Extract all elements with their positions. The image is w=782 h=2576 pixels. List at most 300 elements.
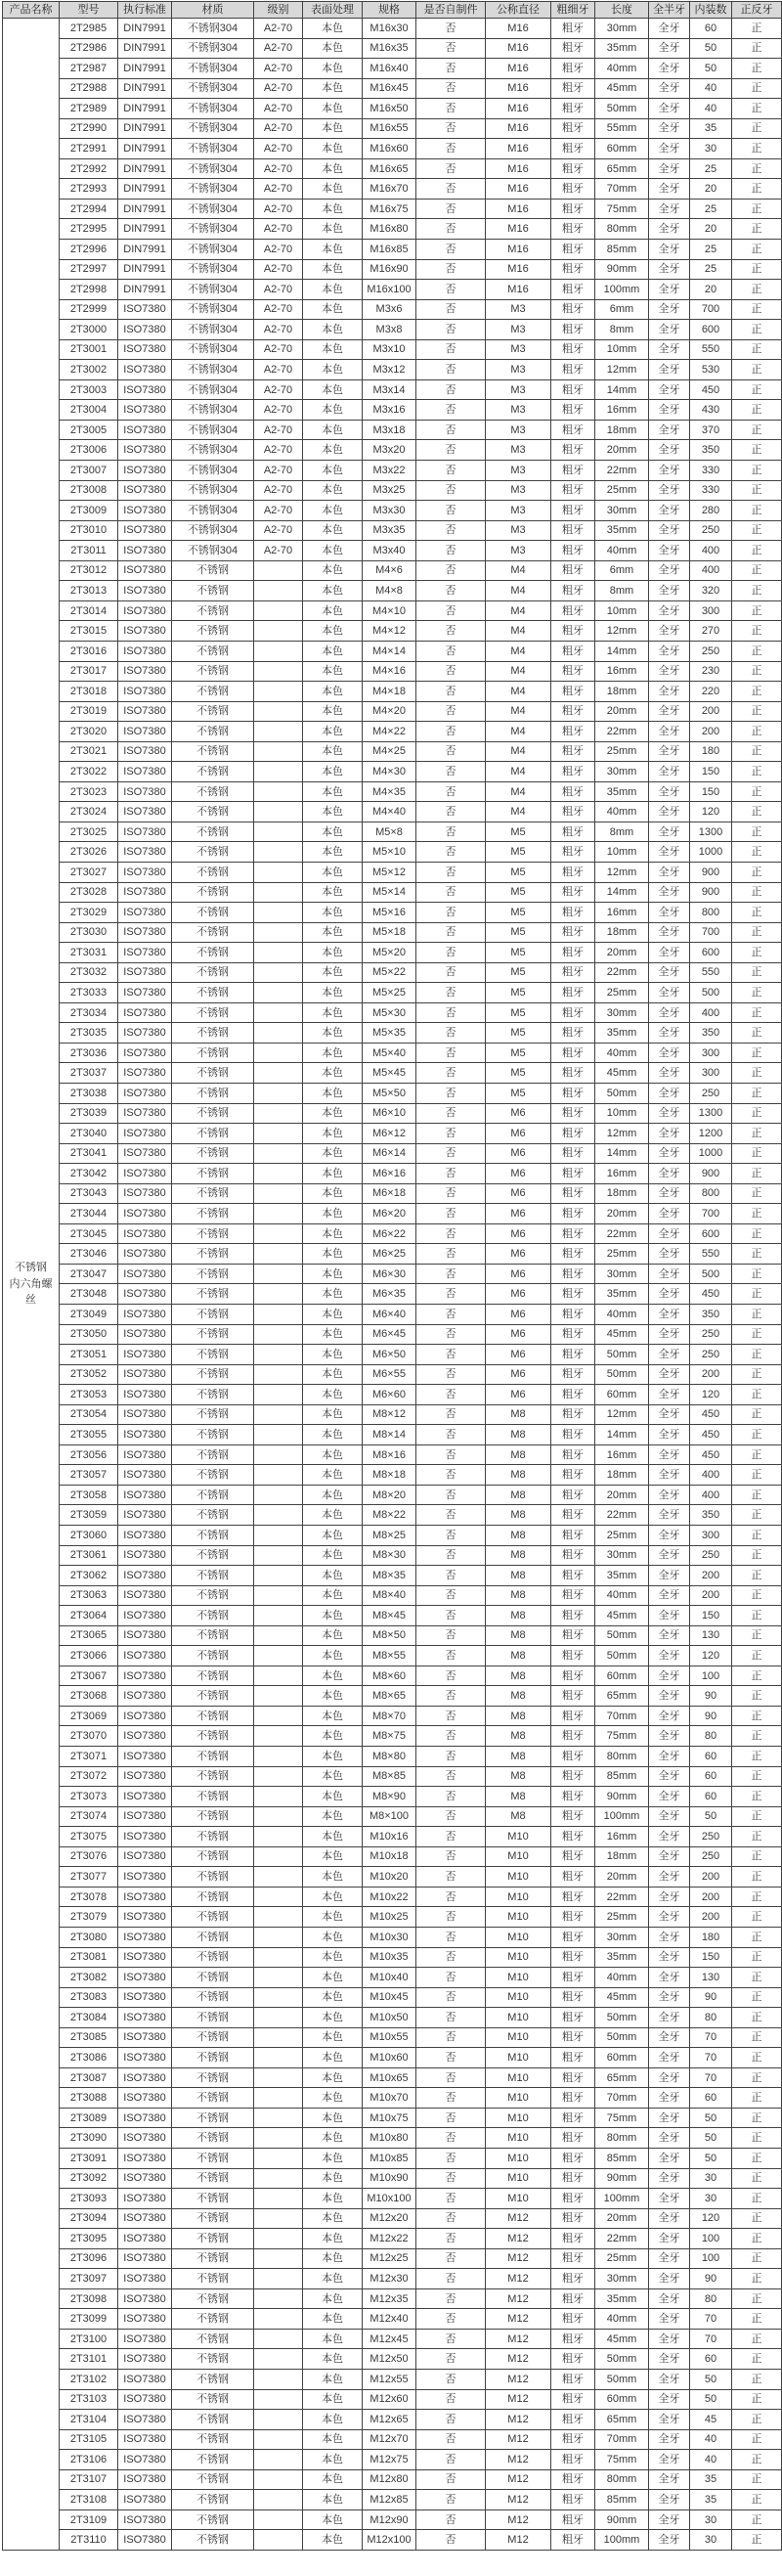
cell-length: 60mm — [595, 139, 649, 159]
cell-surface-finish: 本色 — [303, 1907, 363, 1928]
cell-pack-qty: 100 — [690, 1666, 732, 1686]
cell-thread-pitch: 粗牙 — [551, 78, 595, 99]
cell-direction: 正 — [732, 1485, 782, 1505]
cell-thread-coverage: 全牙 — [649, 240, 690, 260]
cell-self-made: 否 — [416, 903, 486, 923]
cell-model: 2T3080 — [60, 1927, 118, 1947]
cell-direction: 正 — [732, 320, 782, 340]
cell-material: 不锈钢 — [172, 822, 254, 842]
cell-pack-qty: 250 — [690, 1345, 732, 1365]
cell-self-made: 否 — [416, 1566, 486, 1586]
cell-standard: DIN7991 — [118, 99, 172, 119]
cell-thread-pitch: 粗牙 — [551, 199, 595, 219]
cell-thread-pitch: 粗牙 — [551, 1404, 595, 1425]
cell-direction: 正 — [732, 1787, 782, 1807]
cell-diameter: M5 — [486, 862, 551, 882]
cell-diameter: M6 — [486, 1284, 551, 1305]
cell-thread-pitch: 粗牙 — [551, 339, 595, 360]
cell-diameter: M8 — [486, 1706, 551, 1726]
cell-length: 35mm — [595, 1947, 649, 1968]
cell-thread-coverage: 全牙 — [649, 741, 690, 762]
cell-pack-qty: 70 — [690, 2309, 732, 2330]
cell-surface-finish: 本色 — [303, 1244, 363, 1265]
cell-thread-pitch: 粗牙 — [551, 118, 595, 139]
cell-pack-qty: 400 — [690, 1465, 732, 1486]
cell-spec: M6×40 — [363, 1305, 416, 1325]
cell-material: 不锈钢 — [172, 2469, 254, 2490]
cell-length: 45mm — [595, 78, 649, 99]
cell-direction: 正 — [732, 641, 782, 661]
cell-material: 不锈钢 — [172, 1485, 254, 1505]
cell-thread-coverage: 全牙 — [649, 701, 690, 722]
cell-pack-qty: 30 — [690, 2168, 732, 2189]
table-row — [3, 259, 782, 280]
table-row — [3, 581, 782, 601]
cell-thread-pitch: 粗牙 — [551, 2088, 595, 2109]
cell-diameter: M12 — [486, 2309, 551, 2330]
cell-spec: M3x30 — [363, 501, 416, 521]
cell-thread-pitch: 粗牙 — [551, 1023, 595, 1044]
cell-length: 50mm — [595, 2349, 649, 2370]
cell-standard: ISO7380 — [118, 762, 172, 782]
cell-surface-finish: 本色 — [303, 2509, 363, 2530]
cell-spec: M3x40 — [363, 541, 416, 561]
cell-spec: M6×12 — [363, 1124, 416, 1144]
cell-surface-finish: 本色 — [303, 219, 363, 240]
table-row — [3, 1606, 782, 1626]
cell-spec: M5×45 — [363, 1063, 416, 1084]
cell-standard: ISO7380 — [118, 2490, 172, 2510]
cell-self-made: 否 — [416, 541, 486, 561]
cell-length: 65mm — [595, 1686, 649, 1707]
cell-surface-finish: 本色 — [303, 1927, 363, 1947]
cell-self-made: 否 — [416, 2469, 486, 2490]
cell-surface-finish: 本色 — [303, 1083, 363, 1103]
cell-pack-qty: 50 — [690, 38, 732, 59]
cell-spec: M4×18 — [363, 682, 416, 702]
cell-material: 不锈钢 — [172, 802, 254, 822]
cell-standard: ISO7380 — [118, 1726, 172, 1747]
cell-surface-finish: 本色 — [303, 1505, 363, 1526]
cell-spec: M3x20 — [363, 440, 416, 461]
cell-self-made: 否 — [416, 2048, 486, 2068]
cell-material: 不锈钢 — [172, 1907, 254, 1928]
cell-surface-finish: 本色 — [303, 2410, 363, 2430]
cell-standard: ISO7380 — [118, 1264, 172, 1284]
cell-model: 2T3009 — [60, 501, 118, 521]
cell-length: 75mm — [595, 2450, 649, 2470]
cell-diameter: M16 — [486, 139, 551, 159]
cell-standard: ISO7380 — [118, 1827, 172, 1847]
table-row — [3, 1846, 782, 1867]
cell-direction: 正 — [732, 2148, 782, 2168]
cell-surface-finish: 本色 — [303, 621, 363, 642]
cell-direction: 正 — [732, 2369, 782, 2389]
cell-standard: ISO7380 — [118, 1223, 172, 1244]
cell-material: 不锈钢 — [172, 2008, 254, 2028]
cell-direction: 正 — [732, 2530, 782, 2551]
cell-model: 2T3106 — [60, 2450, 118, 2470]
cell-surface-finish: 本色 — [303, 2269, 363, 2289]
cell-model: 2T3001 — [60, 339, 118, 360]
cell-spec: M5×22 — [363, 962, 416, 983]
cell-length: 25mm — [595, 480, 649, 501]
cell-thread-coverage: 全牙 — [649, 1666, 690, 1686]
cell-model: 2T3060 — [60, 1526, 118, 1546]
cell-surface-finish: 本色 — [303, 1625, 363, 1646]
cell-thread-coverage: 全牙 — [649, 1183, 690, 1204]
cell-length: 80mm — [595, 1747, 649, 1767]
cell-thread-pitch: 粗牙 — [551, 1223, 595, 1244]
table-row — [3, 461, 782, 481]
cell-standard: ISO7380 — [118, 400, 172, 421]
cell-material: 不锈钢304 — [172, 360, 254, 380]
cell-thread-pitch: 粗牙 — [551, 2429, 595, 2450]
cell-surface-finish: 本色 — [303, 400, 363, 421]
cell-length: 25mm — [595, 983, 649, 1003]
cell-thread-coverage: 全牙 — [649, 38, 690, 59]
cell-length: 25mm — [595, 1526, 649, 1546]
cell-pack-qty: 1300 — [690, 822, 732, 842]
cell-pack-qty: 60 — [690, 1766, 732, 1787]
cell-grade: A2-70 — [254, 219, 303, 240]
cell-thread-coverage: 全牙 — [649, 2349, 690, 2370]
cell-grade — [254, 1305, 303, 1325]
cell-diameter: M16 — [486, 19, 551, 39]
cell-thread-pitch: 粗牙 — [551, 480, 595, 501]
cell-length: 14mm — [595, 1143, 649, 1164]
cell-surface-finish: 本色 — [303, 179, 363, 200]
cell-standard: ISO7380 — [118, 1585, 172, 1606]
cell-material: 不锈钢 — [172, 2410, 254, 2430]
cell-pack-qty: 200 — [690, 722, 732, 742]
cell-model: 2T3022 — [60, 762, 118, 782]
cell-thread-pitch: 粗牙 — [551, 781, 595, 802]
cell-diameter: M12 — [486, 2369, 551, 2389]
cell-spec: M4×14 — [363, 641, 416, 661]
cell-material: 不锈钢 — [172, 661, 254, 682]
cell-length: 16mm — [595, 400, 649, 421]
cell-thread-pitch: 粗牙 — [551, 581, 595, 601]
cell-direction: 正 — [732, 1364, 782, 1385]
cell-model: 2T3041 — [60, 1143, 118, 1164]
cell-spec: M12x25 — [363, 2248, 416, 2269]
cell-material: 不锈钢304 — [172, 240, 254, 260]
cell-model: 2T2985 — [60, 19, 118, 39]
cell-direction: 正 — [732, 1385, 782, 1405]
cell-standard: ISO7380 — [118, 1023, 172, 1044]
table-row — [3, 1264, 782, 1284]
cell-thread-coverage: 全牙 — [649, 1927, 690, 1947]
cell-surface-finish: 本色 — [303, 1947, 363, 1968]
cell-diameter: M8 — [486, 1465, 551, 1486]
cell-thread-coverage: 全牙 — [649, 2429, 690, 2450]
cell-surface-finish: 本色 — [303, 2128, 363, 2149]
cell-model: 2T3007 — [60, 461, 118, 481]
cell-material: 不锈钢 — [172, 983, 254, 1003]
cell-surface-finish: 本色 — [303, 1606, 363, 1626]
cell-pack-qty: 25 — [690, 240, 732, 260]
cell-pack-qty: 40 — [690, 2429, 732, 2450]
cell-length: 75mm — [595, 199, 649, 219]
cell-thread-pitch: 粗牙 — [551, 1425, 595, 1445]
cell-length: 30mm — [595, 1927, 649, 1947]
cell-standard: ISO7380 — [118, 922, 172, 943]
cell-diameter: M16 — [486, 38, 551, 59]
cell-model: 2T3033 — [60, 983, 118, 1003]
cell-diameter: M4 — [486, 600, 551, 621]
cell-material: 不锈钢 — [172, 741, 254, 762]
cell-model: 2T2995 — [60, 219, 118, 240]
cell-grade — [254, 1223, 303, 1244]
cell-direction: 正 — [732, 1747, 782, 1767]
cell-self-made: 否 — [416, 1867, 486, 1888]
cell-standard: DIN7991 — [118, 219, 172, 240]
cell-surface-finish: 本色 — [303, 1444, 363, 1465]
cell-spec: M6×10 — [363, 1103, 416, 1124]
cell-self-made: 否 — [416, 379, 486, 400]
cell-thread-pitch: 粗牙 — [551, 722, 595, 742]
cell-length: 18mm — [595, 1465, 649, 1486]
cell-spec: M16x75 — [363, 199, 416, 219]
cell-material: 不锈钢 — [172, 2108, 254, 2128]
cell-direction: 正 — [732, 1867, 782, 1888]
cell-surface-finish: 本色 — [303, 1766, 363, 1787]
cell-surface-finish: 本色 — [303, 259, 363, 280]
cell-length: 30mm — [595, 2269, 649, 2289]
cell-diameter: M16 — [486, 78, 551, 99]
cell-diameter: M8 — [486, 1444, 551, 1465]
cell-model: 2T3058 — [60, 1485, 118, 1505]
cell-diameter: M5 — [486, 1063, 551, 1084]
cell-diameter: M12 — [486, 2329, 551, 2349]
cell-self-made: 否 — [416, 2108, 486, 2128]
cell-surface-finish: 本色 — [303, 2008, 363, 2028]
cell-length: 16mm — [595, 661, 649, 682]
cell-spec: M6×18 — [363, 1183, 416, 1204]
cell-diameter: M6 — [486, 1143, 551, 1164]
cell-thread-pitch: 粗牙 — [551, 1566, 595, 1586]
cell-self-made: 否 — [416, 1887, 486, 1907]
cell-diameter: M4 — [486, 741, 551, 762]
cell-thread-coverage: 全牙 — [649, 2128, 690, 2149]
cell-self-made: 否 — [416, 1324, 486, 1345]
cell-self-made: 否 — [416, 139, 486, 159]
cell-pack-qty: 90 — [690, 1987, 732, 2008]
header-row — [3, 2, 782, 19]
cell-length: 40mm — [595, 1585, 649, 1606]
cell-thread-pitch: 粗牙 — [551, 2048, 595, 2068]
cell-model: 2T3110 — [60, 2530, 118, 2551]
cell-pack-qty: 200 — [690, 1907, 732, 1928]
cell-length: 35mm — [595, 1023, 649, 1044]
cell-diameter: M10 — [486, 2008, 551, 2028]
cell-surface-finish: 本色 — [303, 280, 363, 300]
cell-diameter: M16 — [486, 118, 551, 139]
cell-pack-qty: 430 — [690, 400, 732, 421]
table-row — [3, 1927, 782, 1947]
cell-self-made: 否 — [416, 440, 486, 461]
cell-self-made: 否 — [416, 1666, 486, 1686]
cell-standard: ISO7380 — [118, 320, 172, 340]
table-row — [3, 139, 782, 159]
cell-material: 不锈钢 — [172, 1606, 254, 1626]
cell-self-made: 否 — [416, 339, 486, 360]
cell-thread-coverage: 全牙 — [649, 1625, 690, 1646]
cell-thread-coverage: 全牙 — [649, 2067, 690, 2088]
table-row — [3, 1385, 782, 1405]
cell-direction: 正 — [732, 1002, 782, 1023]
cell-standard: ISO7380 — [118, 2148, 172, 2168]
cell-self-made: 否 — [416, 581, 486, 601]
table-row — [3, 1364, 782, 1385]
cell-length: 22mm — [595, 1505, 649, 1526]
cell-material: 不锈钢304 — [172, 259, 254, 280]
cell-thread-pitch: 粗牙 — [551, 2509, 595, 2530]
cell-diameter: M10 — [486, 2027, 551, 2048]
cell-model: 2T3065 — [60, 1625, 118, 1646]
cell-standard: DIN7991 — [118, 19, 172, 39]
cell-length: 22mm — [595, 722, 649, 742]
cell-spec: M8×22 — [363, 1505, 416, 1526]
cell-model: 2T2993 — [60, 179, 118, 200]
cell-length: 35mm — [595, 38, 649, 59]
cell-model: 2T3066 — [60, 1646, 118, 1666]
cell-model: 2T3043 — [60, 1183, 118, 1204]
cell-standard: ISO7380 — [118, 1124, 172, 1144]
table-row — [3, 1164, 782, 1184]
cell-spec: M4×6 — [363, 560, 416, 581]
cell-surface-finish: 本色 — [303, 78, 363, 99]
cell-diameter: M16 — [486, 179, 551, 200]
table-row — [3, 682, 782, 702]
cell-grade — [254, 1947, 303, 1968]
cell-diameter: M3 — [486, 339, 551, 360]
cell-material: 不锈钢 — [172, 1887, 254, 1907]
cell-model: 2T3006 — [60, 440, 118, 461]
cell-standard: ISO7380 — [118, 1204, 172, 1224]
cell-material: 不锈钢304 — [172, 99, 254, 119]
cell-length: 35mm — [595, 781, 649, 802]
table-row — [3, 2208, 782, 2229]
cell-standard: ISO7380 — [118, 501, 172, 521]
table-row — [3, 1305, 782, 1325]
cell-length: 50mm — [595, 99, 649, 119]
cell-standard: ISO7380 — [118, 581, 172, 601]
cell-pack-qty: 50 — [690, 59, 732, 79]
cell-standard: ISO7380 — [118, 2329, 172, 2349]
cell-thread-pitch: 粗牙 — [551, 219, 595, 240]
cell-thread-coverage: 全牙 — [649, 581, 690, 601]
cell-material: 不锈钢 — [172, 2288, 254, 2309]
cell-thread-pitch: 粗牙 — [551, 280, 595, 300]
cell-pack-qty: 700 — [690, 922, 732, 943]
cell-thread-pitch: 粗牙 — [551, 1827, 595, 1847]
cell-spec: M12x65 — [363, 2410, 416, 2430]
cell-spec: M5×16 — [363, 903, 416, 923]
cell-diameter: M12 — [486, 2509, 551, 2530]
table-row — [3, 2189, 782, 2209]
cell-material: 不锈钢304 — [172, 400, 254, 421]
cell-thread-pitch: 粗牙 — [551, 2530, 595, 2551]
cell-model: 2T3102 — [60, 2369, 118, 2389]
cell-pack-qty: 40 — [690, 99, 732, 119]
table-row — [3, 983, 782, 1003]
cell-self-made: 否 — [416, 2530, 486, 2551]
cell-spec: M5×14 — [363, 882, 416, 903]
cell-diameter: M3 — [486, 520, 551, 541]
cell-surface-finish: 本色 — [303, 1324, 363, 1345]
cell-grade — [254, 2389, 303, 2410]
cell-material: 不锈钢 — [172, 2389, 254, 2410]
cell-direction: 正 — [732, 2189, 782, 2209]
cell-standard: ISO7380 — [118, 1686, 172, 1707]
cell-material: 不锈钢304 — [172, 199, 254, 219]
cell-model: 2T3051 — [60, 1345, 118, 1365]
cell-model: 2T3020 — [60, 722, 118, 742]
cell-thread-pitch: 粗牙 — [551, 1204, 595, 1224]
cell-standard: ISO7380 — [118, 701, 172, 722]
cell-pack-qty: 330 — [690, 480, 732, 501]
table-row — [3, 1063, 782, 1084]
cell-spec: M10x90 — [363, 2168, 416, 2189]
cell-spec: M8×45 — [363, 1606, 416, 1626]
cell-material: 不锈钢 — [172, 2128, 254, 2149]
cell-direction: 正 — [732, 802, 782, 822]
cell-surface-finish: 本色 — [303, 2490, 363, 2510]
cell-thread-coverage: 全牙 — [649, 2490, 690, 2510]
cell-material: 不锈钢 — [172, 903, 254, 923]
table-row — [3, 1244, 782, 1265]
cell-direction: 正 — [732, 1244, 782, 1265]
cell-model: 2T3015 — [60, 621, 118, 642]
cell-diameter: M8 — [486, 1747, 551, 1767]
cell-spec: M12x35 — [363, 2288, 416, 2309]
cell-grade: A2-70 — [254, 339, 303, 360]
cell-pack-qty: 40 — [690, 2450, 732, 2470]
table-row — [3, 400, 782, 421]
cell-material: 不锈钢 — [172, 1947, 254, 1968]
cell-direction: 正 — [732, 501, 782, 521]
cell-thread-coverage: 全牙 — [649, 440, 690, 461]
cell-thread-coverage: 全牙 — [649, 1766, 690, 1787]
cell-diameter: M4 — [486, 722, 551, 742]
cell-diameter: M12 — [486, 2490, 551, 2510]
cell-diameter: M6 — [486, 1183, 551, 1204]
cell-length: 100mm — [595, 2530, 649, 2551]
cell-surface-finish: 本色 — [303, 1345, 363, 1365]
cell-spec: M6×20 — [363, 1204, 416, 1224]
cell-model: 2T3099 — [60, 2309, 118, 2330]
cell-standard: ISO7380 — [118, 1766, 172, 1787]
cell-self-made: 否 — [416, 2269, 486, 2289]
cell-pack-qty: 30 — [690, 2530, 732, 2551]
cell-diameter: M4 — [486, 802, 551, 822]
cell-self-made: 否 — [416, 1244, 486, 1265]
cell-self-made: 否 — [416, 299, 486, 320]
cell-thread-coverage: 全牙 — [649, 962, 690, 983]
cell-diameter: M5 — [486, 822, 551, 842]
cell-material: 不锈钢 — [172, 1585, 254, 1606]
cell-grade: A2-70 — [254, 320, 303, 340]
cell-model: 2T2997 — [60, 259, 118, 280]
table-row — [3, 2410, 782, 2430]
cell-pack-qty: 180 — [690, 741, 732, 762]
table-row — [3, 722, 782, 742]
cell-material: 不锈钢 — [172, 1747, 254, 1767]
cell-material: 不锈钢 — [172, 1244, 254, 1265]
cell-model: 2T2991 — [60, 139, 118, 159]
